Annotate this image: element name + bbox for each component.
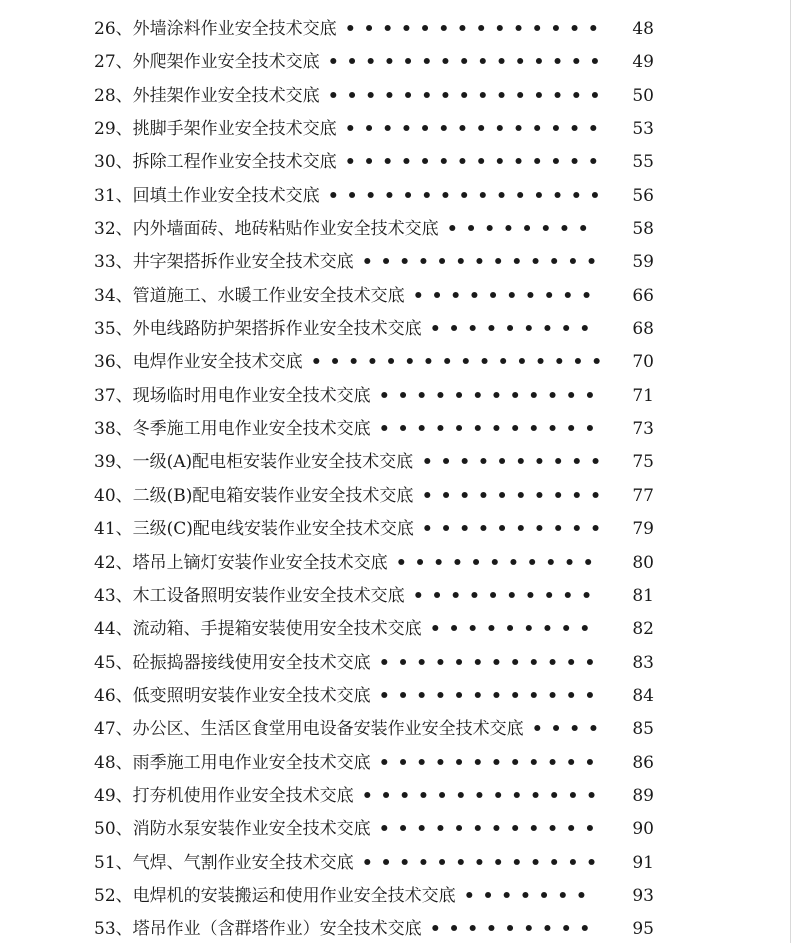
toc-entry[interactable] <box>94 580 654 613</box>
toc-entry-number: 29、 <box>94 119 133 140</box>
toc-entry-number: 53、 <box>94 919 133 940</box>
toc-entry[interactable] <box>94 780 654 813</box>
toc-entry-title: 低变照明安装作业安全技术交底 <box>132 685 371 706</box>
toc-leader-dots: • • • • • • • • • • • • • • • <box>327 185 601 206</box>
toc-entry[interactable] <box>94 913 654 946</box>
toc-entry-number: 38、 <box>94 419 133 440</box>
toc-entry-title: 拆除工程作业安全技术交底 <box>132 152 337 173</box>
toc-entry-title: 现场临时用电作业安全技术交底 <box>132 385 371 406</box>
toc-entry-title: 内外墙面砖、地砖粘贴作业安全技术交底 <box>132 219 439 240</box>
toc-entry-number: 49、 <box>94 785 133 806</box>
toc-entry-number: 42、 <box>94 552 133 573</box>
toc-leader-dots: • • • • • • • • • • • • • • <box>344 19 599 39</box>
toc-entry[interactable] <box>94 113 654 146</box>
toc-entry[interactable] <box>94 680 654 713</box>
toc-entry-title: 木工设备照明安装作业安全技术交底 <box>132 585 405 606</box>
toc-entry[interactable] <box>94 513 654 546</box>
toc-entry-title: 一级(A)配电柜安装作业安全技术交底 <box>132 452 414 473</box>
toc-leader-dots: • • • • • • • • • • <box>421 452 601 473</box>
toc-leader-dots: • • • • • • • • • <box>429 619 591 640</box>
toc-entry-number: 48、 <box>94 752 133 773</box>
toc-entry-title: 二级(B)配电箱安装作业安全技术交底 <box>132 485 414 506</box>
page-edge-divider <box>790 0 791 943</box>
toc-leader-dots: • • • • • • • • • • <box>421 485 601 506</box>
toc-leader-dots: • • • • • • • • • • • • <box>378 752 596 773</box>
toc-leader-dots: • • • • • • • • • • • • • • • • <box>310 352 603 373</box>
toc-entry[interactable] <box>94 547 654 580</box>
toc-leader-dots: • • • • • • • • • • • • <box>378 652 596 673</box>
toc-entry-page-number: 89 <box>632 785 654 806</box>
toc-entry-number: 51、 <box>94 852 133 873</box>
toc-entry[interactable] <box>94 146 654 179</box>
toc-leader-dots: • • • • • • • • • • • • <box>378 419 596 440</box>
toc-entry-title: 外爬架作业安全技术交底 <box>132 52 320 73</box>
toc-entry-title: 电焊作业安全技术交底 <box>132 352 303 373</box>
toc-entry-number: 30、 <box>94 152 133 173</box>
toc-entry-number: 32、 <box>94 219 133 240</box>
toc-entry-number: 40、 <box>94 485 133 506</box>
toc-entry-number: 43、 <box>94 585 133 606</box>
toc-entry-number: 37、 <box>94 385 133 406</box>
toc-entry-number: 27、 <box>94 52 133 73</box>
toc-leader-dots: • • • • • • • • • • <box>412 285 592 306</box>
toc-entry-title: 消防水泵安装作业安全技术交底 <box>132 819 371 840</box>
toc-entry-title: 管道施工、水暖工作业安全技术交底 <box>132 285 405 306</box>
toc-entry-title: 砼振捣器接线使用安全技术交底 <box>132 652 371 673</box>
toc-entry[interactable] <box>94 46 654 79</box>
toc-entry-number: 47、 <box>94 719 133 740</box>
toc-entry-page-number: 95 <box>632 919 654 940</box>
toc-entry-number: 26、 <box>94 19 133 39</box>
toc-entry-title: 外电线路防护架搭拆作业安全技术交底 <box>132 319 422 340</box>
toc-entry[interactable] <box>94 380 654 413</box>
toc-entry-number: 44、 <box>94 619 133 640</box>
toc-leader-dots: • • • • • • • • • • • • <box>378 819 596 840</box>
toc-leader-dots: • • • • <box>531 719 599 740</box>
toc-entry[interactable] <box>94 13 654 46</box>
toc-entry-number: 41、 <box>94 519 133 540</box>
toc-entry-number: 46、 <box>94 685 133 706</box>
table-of-contents <box>94 13 654 947</box>
toc-entry-title: 塔吊上镝灯安装作业安全技术交底 <box>132 552 388 573</box>
toc-entry-page-number: 71 <box>632 385 654 406</box>
toc-entry-page-number: 84 <box>632 685 654 706</box>
toc-entry-page-number: 66 <box>632 285 654 306</box>
toc-entry[interactable] <box>94 647 654 680</box>
toc-leader-dots: • • • • • • • • • • • • <box>378 385 596 406</box>
toc-entry-page-number: 91 <box>632 852 654 873</box>
toc-entry-title: 流动箱、手提箱安装使用安全技术交底 <box>132 619 422 640</box>
toc-entry[interactable] <box>94 413 654 446</box>
toc-entry-title: 办公区、生活区食堂用电设备安装作业安全技术交底 <box>132 719 524 740</box>
toc-entry-page-number: 90 <box>632 819 654 840</box>
toc-entry-title: 挑脚手架作业安全技术交底 <box>132 119 337 140</box>
toc-entry-title: 井字架搭拆作业安全技术交底 <box>132 252 354 273</box>
toc-leader-dots: • • • • • • • <box>463 885 587 906</box>
toc-entry-page-number: 82 <box>632 619 654 640</box>
toc-entry[interactable] <box>94 880 654 913</box>
toc-entry-number: 34、 <box>94 285 133 306</box>
toc-entry-page-number: 81 <box>632 585 654 606</box>
toc-leader-dots: • • • • • • • • • • <box>421 519 601 540</box>
toc-entry-page-number: 56 <box>632 185 654 206</box>
toc-entry[interactable] <box>94 313 654 346</box>
toc-entry[interactable] <box>94 246 654 279</box>
toc-entry-page-number: 75 <box>632 452 654 473</box>
toc-leader-dots: • • • • • • • • • • • • • <box>361 785 598 806</box>
toc-entry-page-number: 85 <box>632 719 654 740</box>
toc-leader-dots: • • • • • • • • • • • • • <box>361 252 598 273</box>
toc-entry-number: 36、 <box>94 352 133 373</box>
toc-entry[interactable] <box>94 80 654 113</box>
toc-entry-page-number: 58 <box>632 219 654 240</box>
toc-entry[interactable] <box>94 813 654 846</box>
toc-entry-title: 外挂架作业安全技术交底 <box>132 85 320 106</box>
toc-entry[interactable] <box>94 280 654 313</box>
toc-entry-number: 39、 <box>94 452 133 473</box>
toc-entry-page-number: 73 <box>632 419 654 440</box>
toc-entry[interactable] <box>94 480 654 513</box>
toc-leader-dots: • • • • • • • • • • • • <box>378 685 596 706</box>
toc-entry-number: 50、 <box>94 819 133 840</box>
toc-entry[interactable] <box>94 713 654 746</box>
toc-entry-title: 打夯机使用作业安全技术交底 <box>132 785 354 806</box>
toc-entry-page-number: 50 <box>632 85 654 106</box>
toc-entry[interactable] <box>94 213 654 246</box>
toc-entry[interactable] <box>94 747 654 780</box>
toc-entry-page-number: 80 <box>632 552 654 573</box>
toc-entry-page-number: 86 <box>632 752 654 773</box>
toc-entry-page-number: 49 <box>632 52 654 73</box>
toc-entry-page-number: 53 <box>632 119 654 140</box>
toc-entry-page-number: 55 <box>632 152 654 173</box>
toc-entry-page-number: 48 <box>632 19 654 39</box>
toc-entry-page-number: 93 <box>632 885 654 906</box>
toc-entry[interactable] <box>94 346 654 379</box>
toc-entry[interactable] <box>94 847 654 880</box>
toc-entry-page-number: 79 <box>632 519 654 540</box>
toc-entry-page-number: 83 <box>632 652 654 673</box>
toc-entry-number: 45、 <box>94 652 133 673</box>
toc-entry-number: 52、 <box>94 885 133 906</box>
toc-entry-title: 回填土作业安全技术交底 <box>132 185 320 206</box>
toc-leader-dots: • • • • • • • • • • • • • • • <box>327 85 601 106</box>
toc-entry-title: 气焊、气割作业安全技术交底 <box>132 852 354 873</box>
toc-entry-number: 31、 <box>94 185 133 206</box>
toc-entry-number: 33、 <box>94 252 133 273</box>
toc-entry-page-number: 68 <box>632 319 654 340</box>
toc-leader-dots: • • • • • • • • • • • • • • • <box>327 52 601 73</box>
toc-entry-page-number: 77 <box>632 485 654 506</box>
toc-entry-title: 冬季施工用电作业安全技术交底 <box>132 419 371 440</box>
toc-leader-dots: • • • • • • • • • • • • • <box>361 852 598 873</box>
toc-leader-dots: • • • • • • • • • • • • • • <box>344 119 599 140</box>
toc-entry-title: 电焊机的安装搬运和使用作业安全技术交底 <box>132 885 456 906</box>
toc-entry-title: 雨季施工用电作业安全技术交底 <box>132 752 371 773</box>
toc-entry-page-number: 70 <box>632 352 654 373</box>
toc-entry-title: 塔吊作业（含群塔作业）安全技术交底 <box>132 919 422 940</box>
toc-entry-number: 28、 <box>94 85 133 106</box>
toc-leader-dots: • • • • • • • • • • • • • • <box>344 152 599 173</box>
toc-entry-title: 三级(C)配电线安装作业安全技术交底 <box>132 519 414 540</box>
toc-entry-title: 外墙涂料作业安全技术交底 <box>132 19 337 39</box>
toc-leader-dots: • • • • • • • • • <box>429 319 591 340</box>
toc-entry[interactable] <box>94 180 654 213</box>
toc-entry[interactable] <box>94 613 654 646</box>
toc-entry-number: 35、 <box>94 319 133 340</box>
toc-entry-page-number: 59 <box>632 252 654 273</box>
toc-entry[interactable] <box>94 446 654 479</box>
toc-leader-dots: • • • • • • • • • • • <box>395 552 594 573</box>
toc-leader-dots: • • • • • • • • • • <box>412 585 592 606</box>
toc-leader-dots: • • • • • • • • • <box>429 919 591 940</box>
toc-leader-dots: • • • • • • • • <box>446 219 589 240</box>
